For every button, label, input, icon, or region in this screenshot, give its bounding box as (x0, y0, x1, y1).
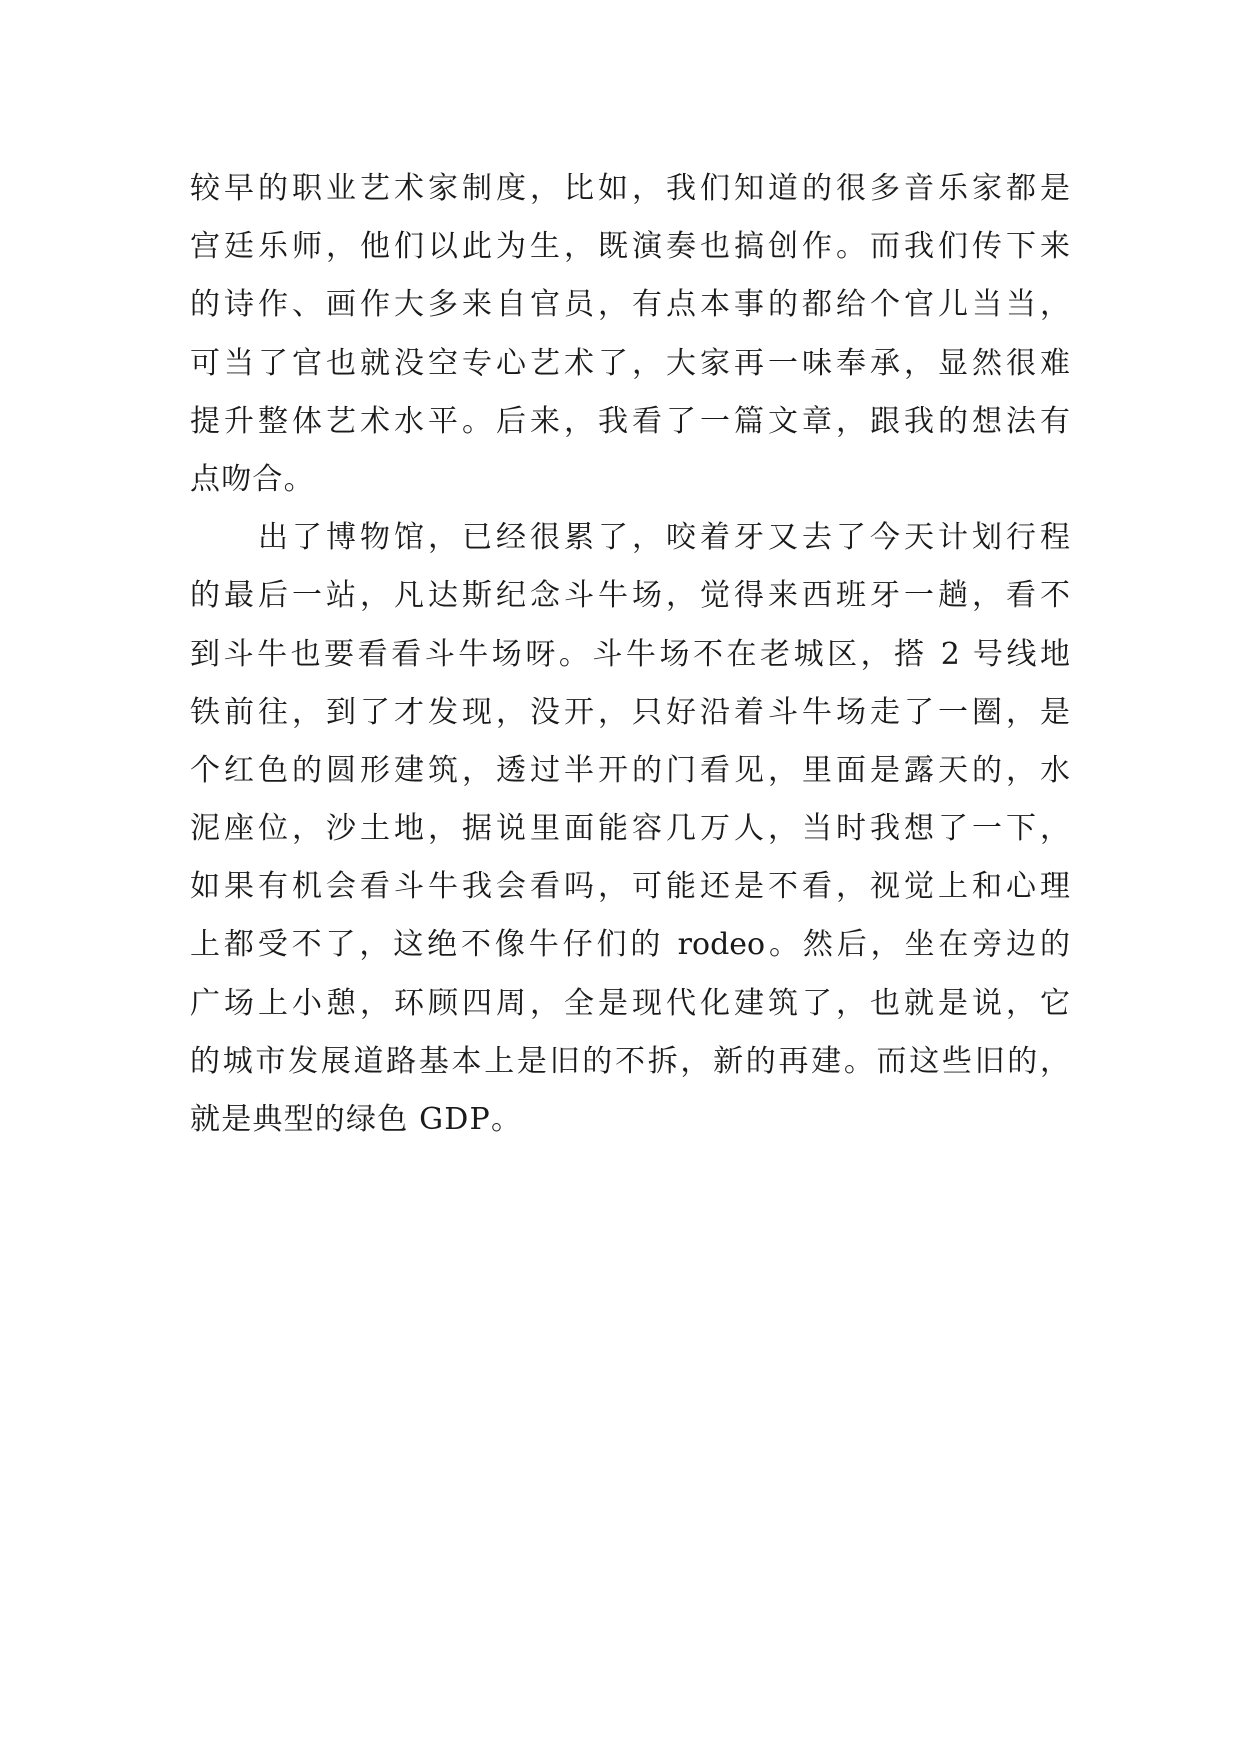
text-line: 的最后一站，凡达斯纪念斗牛场，觉得来西班牙一趟，看不 (190, 578, 1070, 614)
text-line: 较早的职业艺术家制度，比如，我们知道的很多音乐家都是 (190, 171, 1070, 206)
text-line: 可当了官也就没空专心艺术了，大家再一味奉承，显然很难 (190, 345, 1070, 381)
text-line: 提升整体艺术水平。后来，我看了一篇文章，跟我的想法有 (190, 403, 1070, 439)
text-line: 出了博物馆，已经很累了，咬着牙又去了今天计划行程 (190, 520, 1070, 556)
text-line: 到斗牛也要看看斗牛场呀。斗牛场不在老城区，搭 2 号线地 (190, 636, 1070, 672)
text-line: 上都受不了，这绝不像牛仔们的 rodeo。然后，坐在旁边的 (190, 927, 1070, 963)
text-line: 如果有机会看斗牛我会看吗，可能还是不看，视觉上和心理 (190, 869, 1070, 905)
text-line: 广场上小憩，环顾四周，全是现代化建筑了，也就是说，它 (190, 985, 1070, 1021)
text-line: 宫廷乐师，他们以此为生，既演奏也搞创作。而我们传下来 (190, 229, 1070, 265)
text-line: 个红色的圆形建筑，透过半开的门看见，里面是露天的，水 (190, 752, 1070, 788)
text-line: 泥座位，沙土地，据说里面能容几万人，当时我想了一下， (190, 811, 1070, 847)
text-line: 的城市发展道路基本上是旧的不拆，新的再建。而这些旧的， (190, 1043, 1070, 1079)
text-line: 的诗作、画作大多来自官员，有点本事的都给个官儿当当， (190, 287, 1070, 323)
text-line: 铁前往，到了才发现，没开，只好沿着斗牛场走了一圈，是 (190, 694, 1070, 730)
body-text (190, 160, 1070, 1149)
text-line: 就是典型的绿色 GDP。 (190, 1102, 523, 1137)
text-line: 点吻合。 (190, 461, 315, 497)
